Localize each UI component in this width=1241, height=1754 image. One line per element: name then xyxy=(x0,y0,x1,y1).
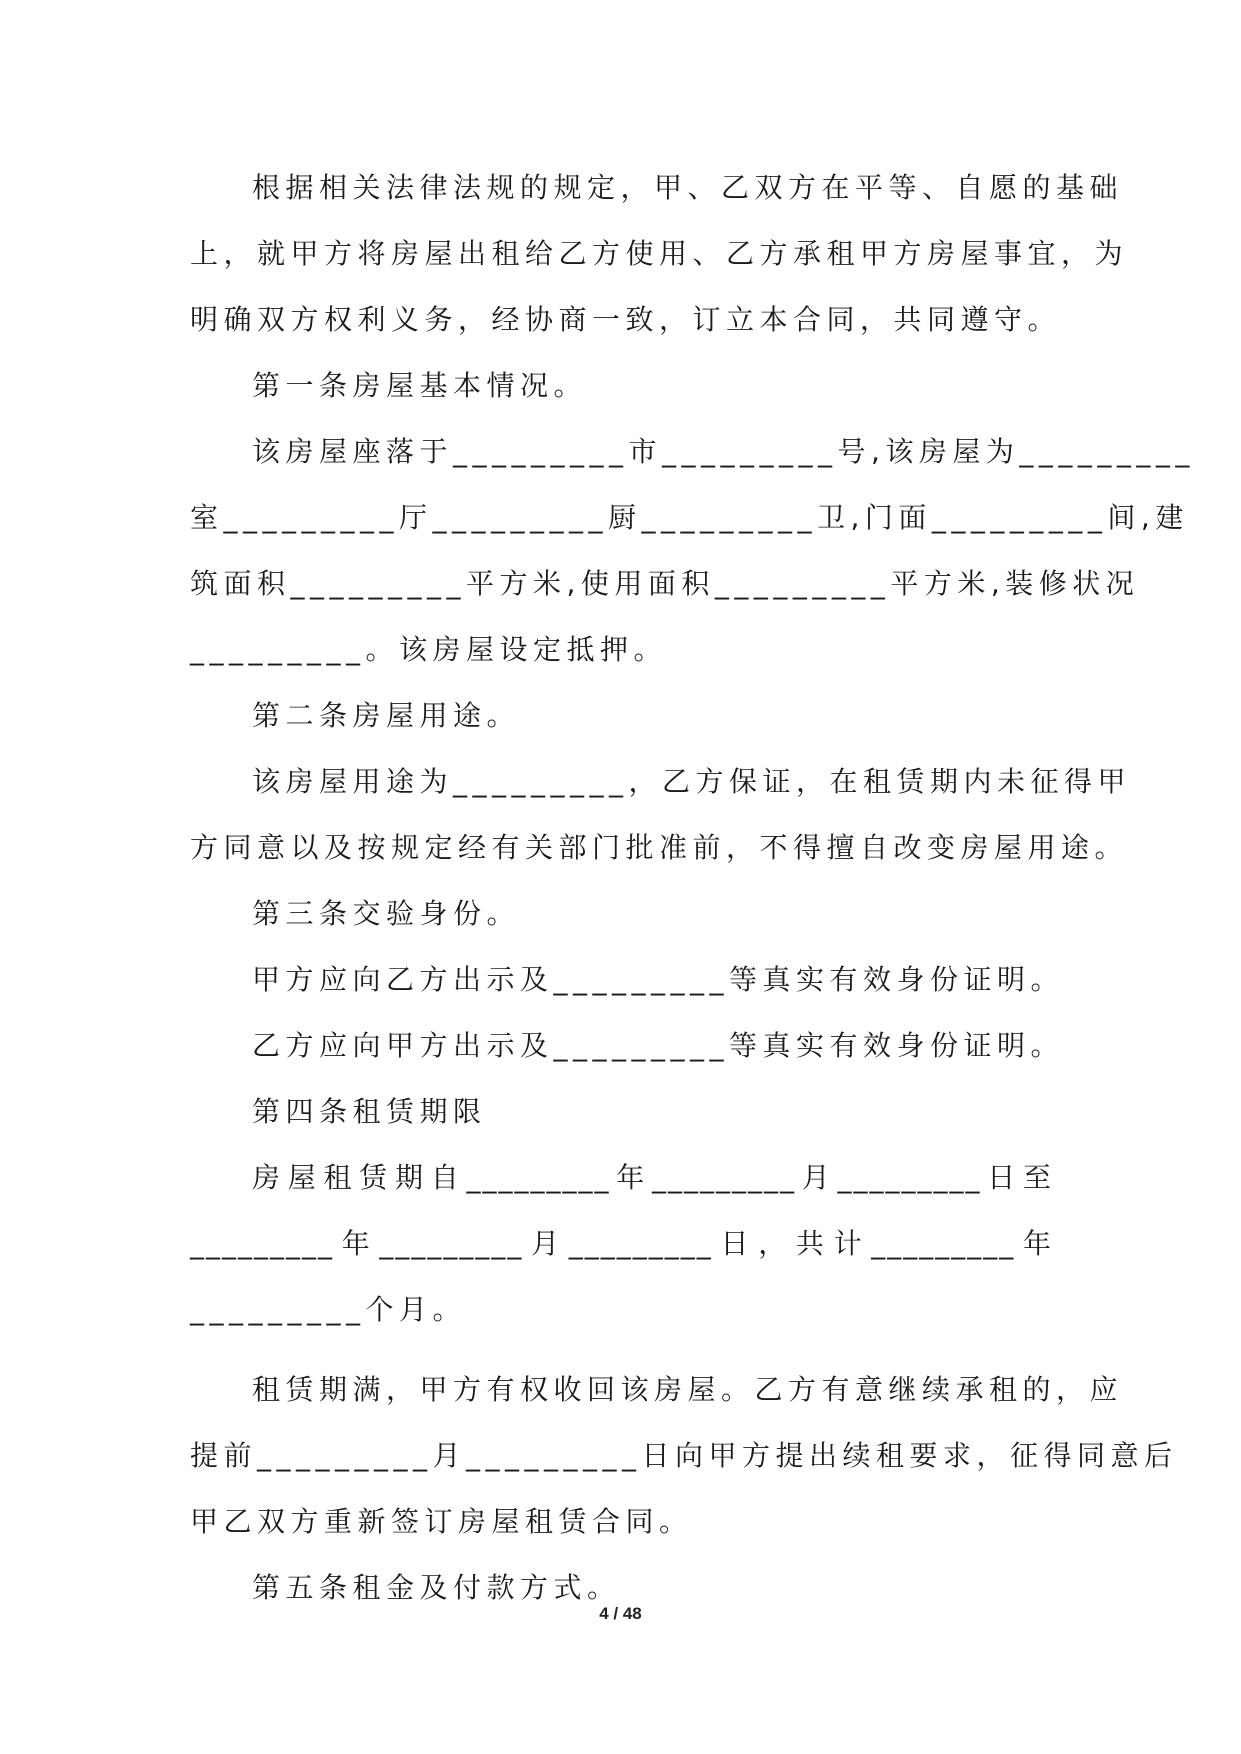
paragraph-line: 室_________厅_________厨_________卫,门面_________间,建 xyxy=(190,501,1189,534)
paragraph-line: _________年_________月_________日，共计_________年 xyxy=(190,1227,1053,1260)
paragraph-line: 上，就甲方将房屋出租给乙方使用、乙方承租甲方房屋事宜，为 xyxy=(190,237,1129,270)
paragraph-line: 甲乙双方重新签订房屋租赁合同。 xyxy=(190,1505,693,1538)
paragraph-line: 根据相关法律法规的规定，甲、乙双方在平等、自愿的基础 xyxy=(252,171,1124,204)
article-heading-1: 第一条房屋基本情况。 xyxy=(252,369,588,402)
paragraph-line: 该房屋用途为_________，乙方保证，在租赁期内未征得甲 xyxy=(252,765,1132,798)
article-heading-5: 第五条租金及付款方式。 xyxy=(252,1571,621,1604)
article-heading-3: 第三条交验身份。 xyxy=(252,897,521,930)
paragraph-gap xyxy=(190,1343,1053,1357)
paragraph-line: 明确双方权利义务，经协商一致，订立本合同，共同遵守。 xyxy=(190,303,1062,336)
paragraph-line: 租赁期满，甲方有权收回该房屋。乙方有意继续承租的，应 xyxy=(252,1373,1124,1406)
paragraph-line: 方同意以及按规定经有关部门批准前，不得擅自改变房屋用途。 xyxy=(190,831,1129,864)
paragraph-line: 乙方应向甲方出示及_________等真实有效身份证明。 xyxy=(252,1029,1065,1062)
article-heading-2: 第二条房屋用途。 xyxy=(252,699,521,732)
article-heading-4: 第四条租赁期限 xyxy=(252,1095,487,1128)
paragraph-line: 筑面积_________平方米,使用面积_________平方米,装修状况 xyxy=(190,567,1140,600)
paragraph-line: 甲方应向乙方出示及_________等真实有效身份证明。 xyxy=(252,963,1065,996)
paragraph-line: _________个月。 xyxy=(190,1293,467,1326)
page-number: 4 / 48 xyxy=(599,1604,642,1623)
document-body xyxy=(190,155,1195,1621)
paragraph-line: 房屋租赁期自_________年_________月_________日至 xyxy=(252,1161,1053,1194)
paragraph-line: _________。该房屋设定抵押。 xyxy=(190,633,668,666)
paragraph-line: 提前_________月_________日向甲方提出续租要求，征得同意后 xyxy=(190,1439,1178,1472)
paragraph-line: 该房屋座落于_________市_________号,该房屋为_________ xyxy=(252,435,1195,468)
